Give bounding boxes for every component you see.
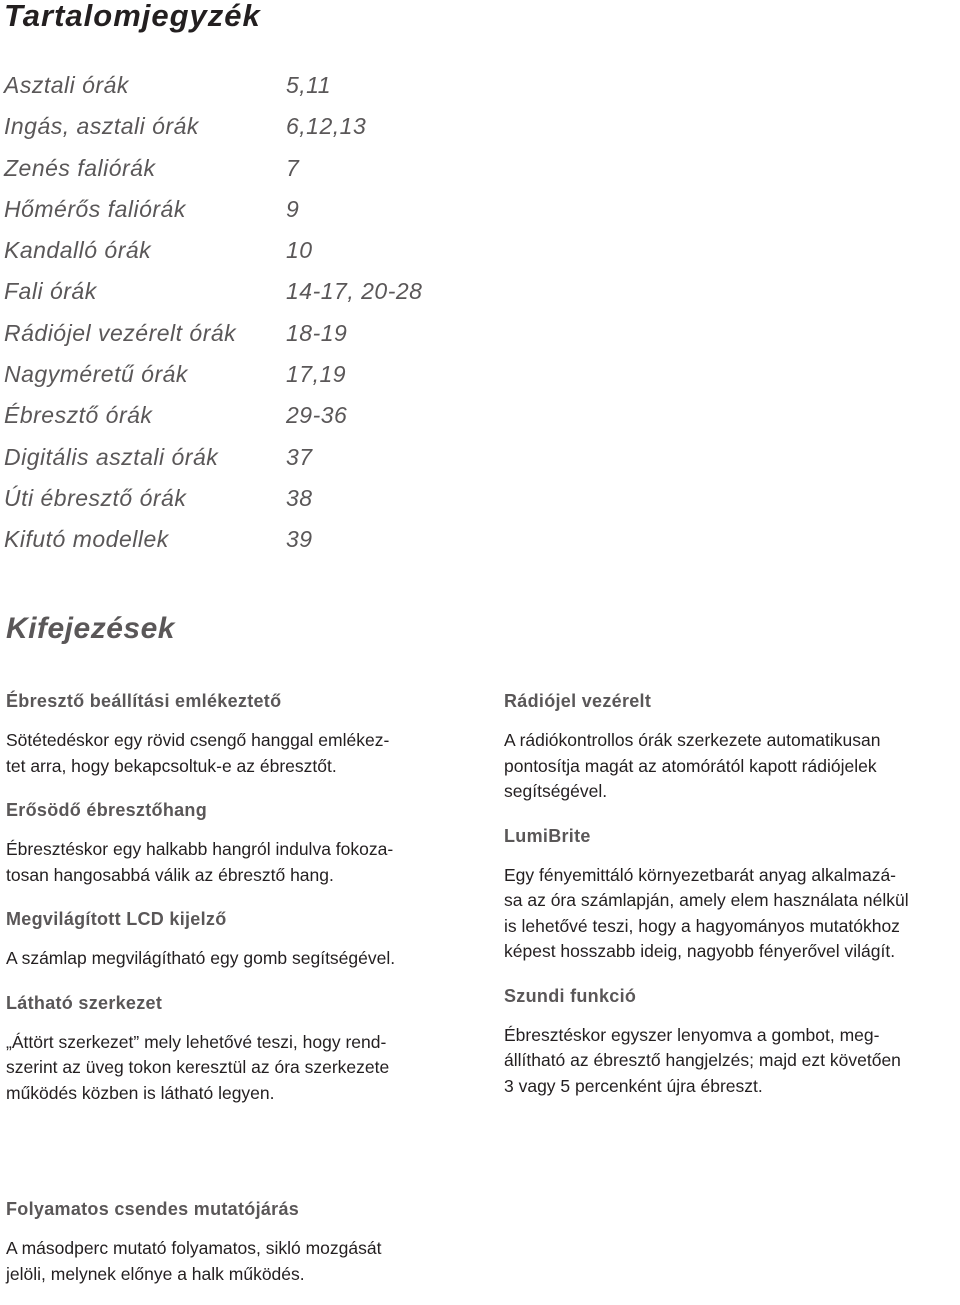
toc-row [4, 155, 604, 196]
glossary-term [6, 990, 466, 1107]
term-description: Ébresztéskor egyszer lenyomva a gombot, meg- állítható az ébresztő hangjelzés; majd ezt követően 3 vagy 5 percenként újra ébreszt. [504, 1024, 901, 1096]
toc-row [4, 113, 604, 154]
term-description: Sötétedéskor egy rövid csengő hanggal emlékez- tet arra, hogy bekapcsoltuk-e az ébresztőt. [6, 730, 390, 776]
toc-label: Fali órák [4, 278, 97, 305]
glossary-right-column [504, 688, 960, 1117]
glossary-term [6, 688, 466, 779]
toc-label: Nagyméretű órák [4, 361, 188, 388]
toc-row [4, 196, 604, 237]
glossary-term [6, 906, 466, 972]
toc-row [4, 526, 604, 567]
toc-label: Kifutó modellek [4, 526, 169, 553]
glossary-left-column [6, 688, 466, 1124]
toc-label: Rádiójel vezérelt órák [4, 319, 237, 346]
toc-pages: 10 [286, 237, 313, 264]
toc-pages: 6,12,13 [286, 113, 367, 140]
glossary-term [6, 1196, 946, 1287]
page-title: Tartalomjegyzék [4, 0, 261, 33]
term-title: LumiBrite [504, 825, 591, 846]
toc-pages: 5,11 [286, 72, 332, 98]
glossary-term [504, 983, 960, 1100]
toc-pages: 17,19 [286, 361, 347, 388]
toc-row [4, 402, 604, 443]
toc-row [4, 72, 604, 113]
term-description: Egy fényemittáló környezetbarát anyag alkalmazá- sa az óra számlapján, amely elem használata nélkül is lehetővé teszi, hogy a hagyományos mutatókhoz képest hosszabb ideig, nagyobb fényerővel világít. [504, 864, 909, 961]
term-description: „Áttört szerkezet” mely lehetővé teszi, hogy rend- szerint az üveg tokon keresztül az óra szerkezete működés közben is látható legyen. [6, 1031, 390, 1103]
glossary-term [504, 823, 960, 965]
toc-pages: 7 [286, 154, 300, 181]
term-title: Megvilágított LCD kijelző [6, 909, 227, 929]
toc-label: Zenés faliórák [4, 154, 156, 181]
toc-label: Úti ébresztő órák [4, 484, 187, 511]
toc-pages: 29-36 [286, 402, 348, 429]
toc-pages: 38 [286, 484, 313, 511]
toc-pages: 37 [286, 443, 313, 470]
toc-pages: 9 [286, 195, 300, 222]
term-description: A rádiókontrollos órák szerkezete automatikusan pontosítja magát az atomórától kapott rádiójelek segítségével. [504, 730, 881, 801]
toc-row [4, 320, 604, 361]
term-title: Látható szerkezet [6, 992, 163, 1013]
table-of-contents [4, 72, 604, 568]
term-title: Szundi funkció [504, 985, 637, 1006]
toc-row [4, 361, 604, 402]
toc-row [4, 444, 604, 485]
toc-row [4, 237, 604, 278]
term-title: Rádiójel vezérelt [504, 691, 652, 711]
term-description: A másodperc mutató folyamatos, sikló mozgását jelöli, melynek előnye a halk működés. [6, 1238, 382, 1284]
term-description: Ébresztéskor egy halkabb hangról indulva fokoza- tosan hangosabbá válik az ébresztő hang. [6, 839, 394, 885]
glossary-bottom [6, 1196, 946, 1305]
toc-pages: 14-17, 20-28 [286, 278, 423, 305]
toc-label: Asztali órák [4, 72, 129, 98]
glossary-term [6, 797, 466, 888]
toc-label: Ingás, asztali órák [4, 113, 199, 140]
term-description: A számlap megvilágítható egy gomb segítségével. [6, 948, 396, 968]
toc-label: Hőmérős faliórák [4, 195, 186, 222]
toc-row [4, 485, 604, 526]
toc-label: Ébresztő órák [4, 402, 153, 429]
term-title: Erősödő ébresztőhang [6, 800, 208, 820]
toc-row [4, 278, 604, 319]
glossary-title: Kifejezések [6, 612, 175, 645]
toc-label: Digitális asztali órák [4, 443, 219, 470]
toc-label: Kandalló órák [4, 237, 152, 264]
term-title: Ébresztő beállítási emlékeztető [6, 691, 282, 711]
term-title: Folyamatos csendes mutatójárás [6, 1199, 300, 1219]
glossary-term [504, 688, 960, 805]
toc-pages: 39 [286, 526, 313, 553]
toc-pages: 18-19 [286, 319, 348, 346]
